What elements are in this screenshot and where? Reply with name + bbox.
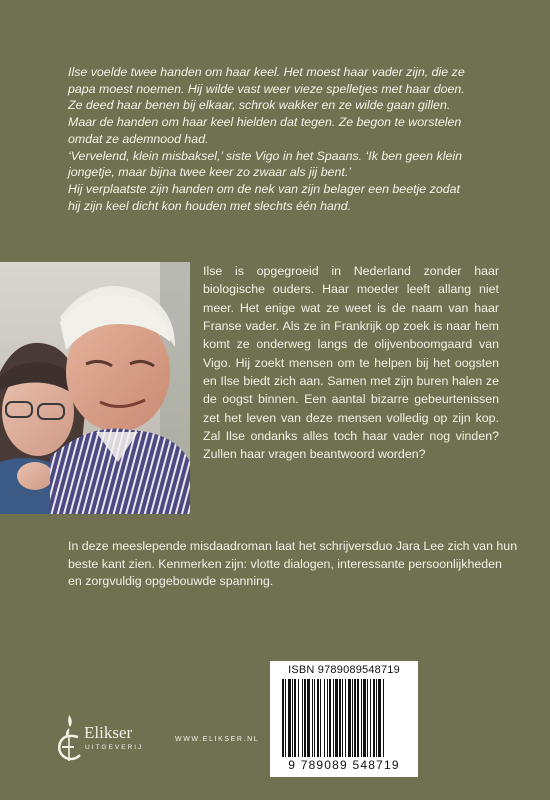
closing-text: In deze meeslepende misdaadroman laat het schrijversduo Jara Lee zich van hun beste kant zien. Kenmerken zijn: vlotte dialogen, interessante persoonlijkheden en zorgvuldig opgebouwde spanning. xyxy=(68,539,518,589)
isbn-barcode xyxy=(270,661,418,777)
excerpt-line: hij zijn keel dicht kon houden met slechts één hand. xyxy=(68,198,352,213)
excerpt-line: Maar de handen om haar keel hielden dat tegen. Ze begon te worstelen xyxy=(68,115,462,130)
excerpt-line: jongetje, maar bijna twee keer zo zwaar als jij bent.’ xyxy=(68,165,352,180)
book-blurb xyxy=(203,262,499,464)
excerpt-line: Ze deed haar benen bij elkaar, schrok wakker en ze wilde gaan gillen. xyxy=(68,98,451,113)
publisher-subtitle: UITGEVERIJ xyxy=(85,744,144,751)
barcode-icon xyxy=(280,679,408,759)
excerpt-line: omdat ze ademnood had. xyxy=(68,131,209,146)
blurb-text: Ilse is opgegroeid in Nederland zonder haar biologische ouders. Haar moeder leeft allang niet meer. Het enige wat ze weet is de naam van haar Franse vader. Als ze in Frankrijk op zoek is naar hem komt ze onderweg langs de olijvenboomgaard van Vigo. Hij zoekt mensen om te helpen bij het oogsten en Ilse biedt zich aan. Samen met zijn buren halen ze de oogst binnen. Een aantal bizarre gebeurtenissen zet het leven van deze mensen volledig op zijn kop. Zal Ilse ondanks alles toch haar vader nog vinden? Zullen haar vragen beantwoord worden? xyxy=(203,264,499,462)
excerpt-line: ‘Vervelend, klein misbaksel,’ siste Vigo in het Spaans. ‘Ik ben geen klein xyxy=(68,148,462,163)
excerpt-line: papa moest noemen. Hij wilde vast weer vieze spelletjes met haar doen. xyxy=(68,81,465,96)
author-duo-photo-icon xyxy=(0,262,190,514)
author-photo xyxy=(0,262,190,514)
publisher-logo xyxy=(54,713,174,763)
publisher-website: WWW.ELIKSER.NL xyxy=(175,736,260,743)
excerpt-line: Hij verplaatste zijn handen om de nek van zijn belager een beetje zodat xyxy=(68,181,460,196)
excerpt-line: Ilse voelde twee handen om haar keel. Het moest haar vader zijn, die ze xyxy=(68,65,465,79)
barcode-digits: 9 789089 548719 xyxy=(288,758,400,772)
book-excerpt xyxy=(68,64,518,214)
publisher-name: Elikser xyxy=(84,723,133,742)
candle-flame-e-logo-icon xyxy=(54,713,84,763)
isbn-label: ISBN 9789089548719 xyxy=(288,664,400,676)
closing-paragraph xyxy=(68,538,518,591)
